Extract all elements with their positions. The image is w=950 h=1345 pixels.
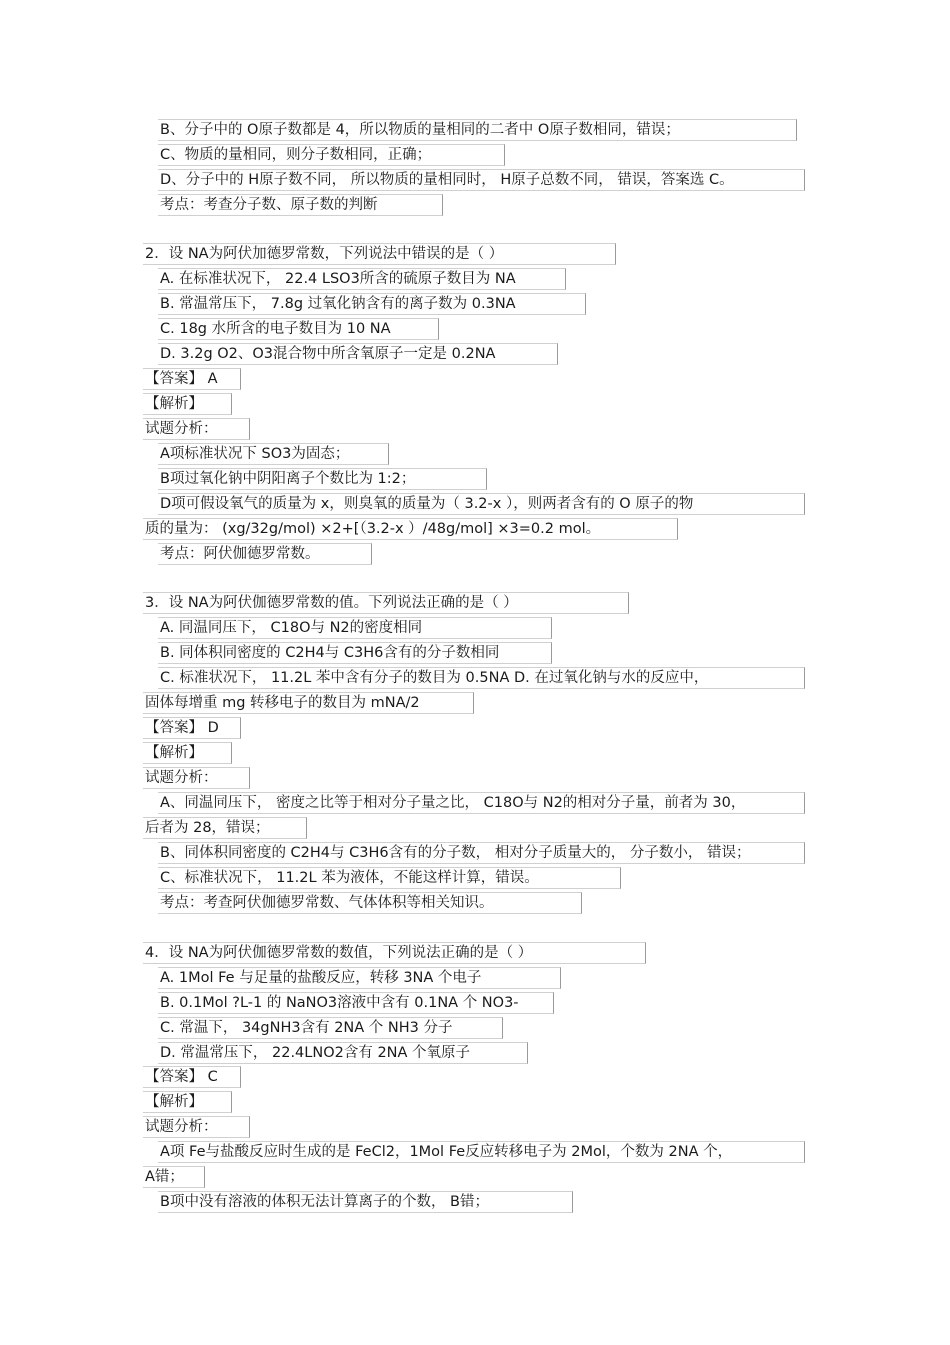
option-line: A. 1Mol Fe 与足量的盐酸反应，转移 3NA 个电子 — [158, 967, 561, 989]
text-line: B项中没有溶液的体积无法计算离子的个数， B错； — [158, 1191, 573, 1213]
option-line: D. 常温常压下， 22.4LNO2含有 2NA 个氧原子 — [158, 1042, 528, 1064]
text-line: 质的量为： (xg/32g/mol) ×2+[（3.2-x ）/48g/mol] ×3=0.2 mol。 — [143, 518, 678, 540]
text-line: 后者为 28，错误； — [143, 817, 307, 839]
question-title: 2．设 NA为阿伏加德罗常数，下列说法中错误的是（ ） — [143, 243, 616, 265]
analysis-label: 试题分析： — [143, 418, 250, 440]
text-line: 考点：考查分子数、原子数的判断 — [158, 194, 443, 216]
text-line: B、分子中的 O原子数都是 4，所以物质的量相同的二者中 O原子数相同，错误； — [158, 119, 797, 141]
option-line: A. 同温同压下， C18O与 N2的密度相同 — [158, 617, 552, 639]
analysis-heading: 【解析】 — [143, 1091, 232, 1113]
text-line: B、同体积同密度的 C2H4与 C3H6含有的分子数， 相对分子质量大的， 分子数小， 错误； — [158, 842, 805, 864]
option-line: B. 0.1Mol ?L-1 的 NaNO3溶液中含有 0.1NA 个 NO3- — [158, 992, 554, 1014]
option-line: A. 在标准状况下， 22.4 LSO3所含的硫原子数目为 NA — [158, 268, 566, 290]
analysis-heading: 【解析】 — [143, 393, 232, 415]
option-line: C. 常温下， 34gNH3含有 2NA 个 NH3 分子 — [158, 1017, 503, 1039]
answer-line: 【答案】 D — [143, 717, 241, 739]
analysis-label: 试题分析： — [143, 767, 250, 789]
option-line: C. 18g 水所含的电子数目为 10 NA — [158, 318, 439, 340]
answer-line: 【答案】 C — [143, 1066, 241, 1088]
option-line: B. 同体积同密度的 C2H4与 C3H6含有的分子数相同 — [158, 642, 552, 664]
text-line: C、标准状况下， 11.2L 苯为液体，不能这样计算，错误。 — [158, 867, 621, 889]
text-line: D项可假设氧气的质量为 x，则臭氧的质量为（ 3.2-x ），则两者含有的 O 原子的物 — [158, 493, 805, 515]
text-line: D、分子中的 H原子数不同， 所以物质的量相同时， H原子总数不同， 错误，答案选 C。 — [158, 169, 805, 191]
question-title: 3．设 NA为阿伏伽德罗常数的值。下列说法正确的是（ ） — [143, 592, 629, 614]
text-line: A、同温同压下， 密度之比等于相对分子量之比， C18O与 N2的相对分子量，前者为 30， — [158, 792, 805, 814]
option-line: D. 3.2g O2、O3混合物中所含氧原子一定是 0.2NA — [158, 343, 558, 365]
answer-line: 【答案】 A — [143, 368, 241, 390]
option-line: 固体每增重 mg 转移电子的数目为 mNA/2 — [143, 692, 474, 714]
text-line: B项过氧化钠中阴阳离子个数比为 1:2； — [158, 468, 487, 490]
text-line: 考点：阿伏伽德罗常数。 — [158, 543, 372, 565]
analysis-label: 试题分析： — [143, 1116, 250, 1138]
text-line: A错； — [143, 1166, 205, 1188]
text-line: C、物质的量相同，则分子数相同，正确； — [158, 144, 505, 166]
option-line: B. 常温常压下， 7.8g 过氧化钠含有的离子数为 0.3NA — [158, 293, 586, 315]
option-line: C. 标准状况下， 11.2L 苯中含有分子的数目为 0.5NA D. 在过氧化钠与水的反应中， — [158, 667, 805, 689]
question-title: 4．设 NA为阿伏伽德罗常数的数值，下列说法正确的是（ ） — [143, 942, 646, 964]
text-line: A项标准状况下 SO3为固态； — [158, 443, 389, 465]
text-line: A项 Fe与盐酸反应时生成的是 FeCl2，1Mol Fe反应转移电子为 2Mol，个数为 2NA 个， — [158, 1141, 805, 1163]
analysis-heading: 【解析】 — [143, 742, 232, 764]
text-line: 考点：考查阿伏伽德罗常数、气体体积等相关知识。 — [158, 892, 582, 914]
